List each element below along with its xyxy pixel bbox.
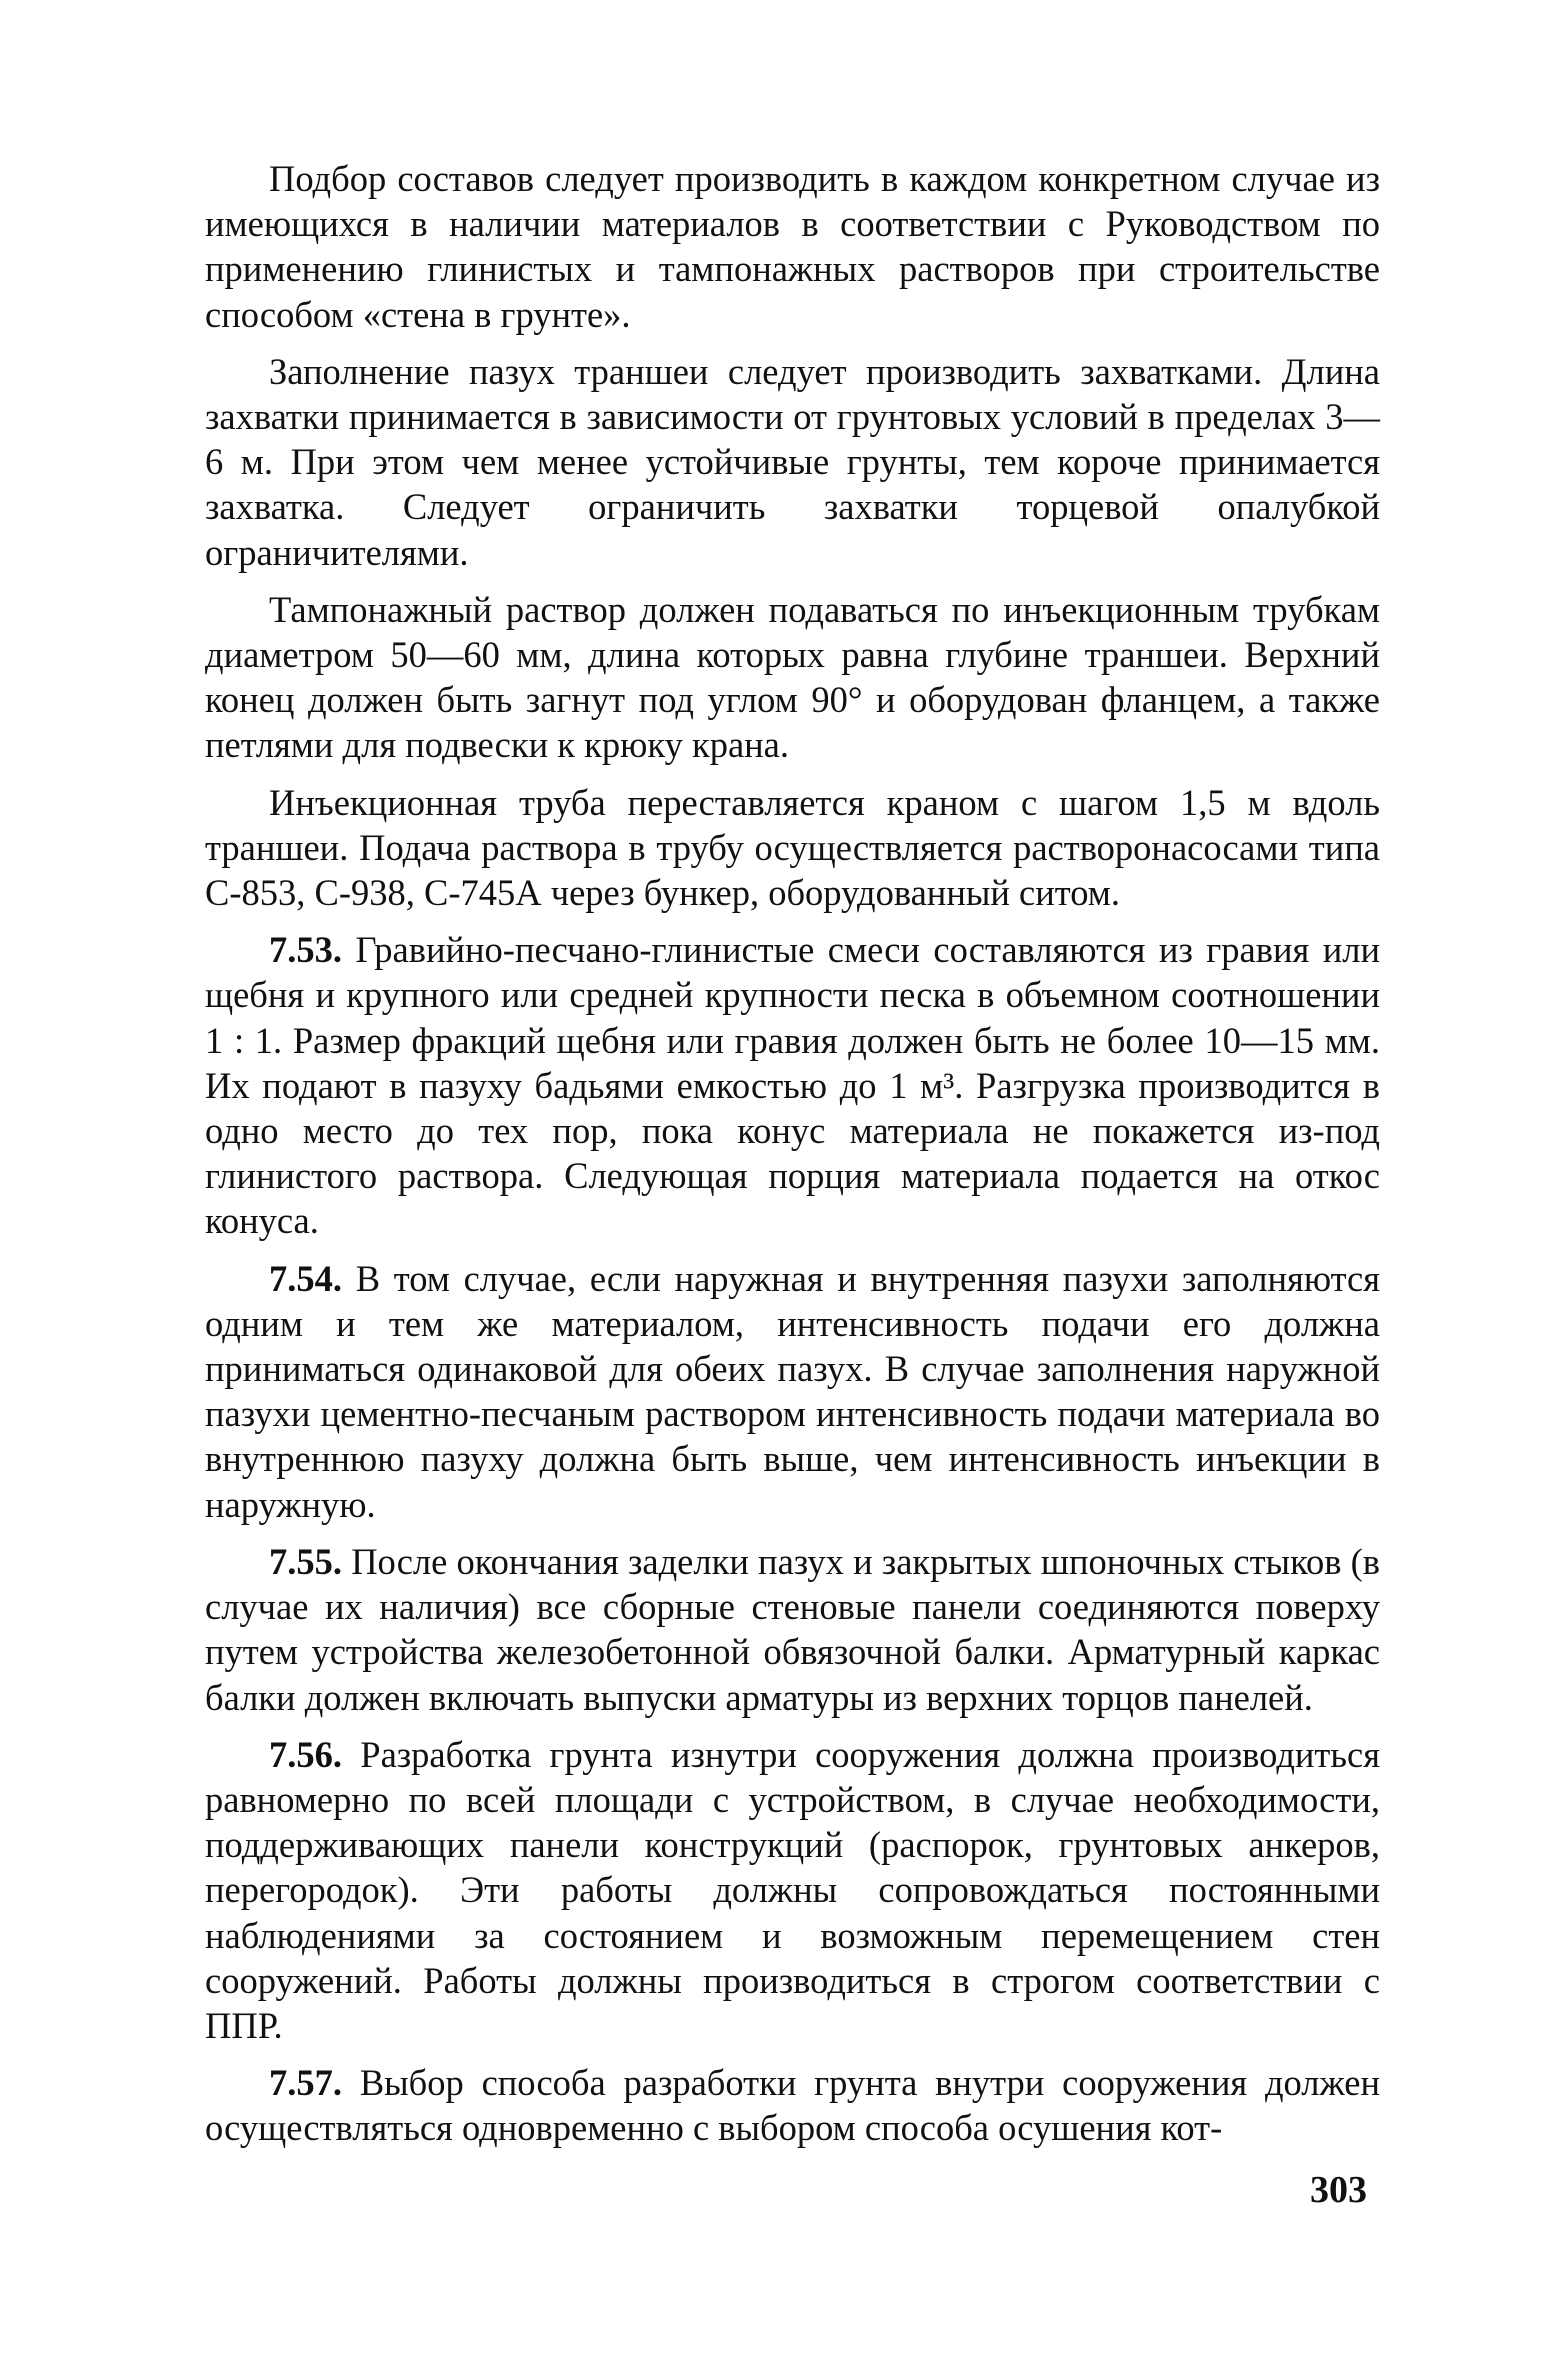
clause-number: 7.56.	[269, 1733, 342, 1775]
clause-number: 7.53.	[269, 929, 342, 971]
paragraph-text: Инъекционная труба переставляется краном с шагом 1,5 м вдоль траншеи. Подача раствора в трубу осуществляется растворонасосами типа С-853, С-938, С-745А через бункер, оборудованный ситом.	[205, 781, 1380, 914]
body-text	[205, 156, 1380, 2163]
paragraph-text: Тампонажный раствор должен подаваться по инъекционным трубкам диаметром 50—60 мм, длина которых равна глубине траншеи. Верхний конец должен быть загнут под углом 90° и оборудован фланцем, а также петлями для подвески к крюку крана.	[205, 588, 1380, 766]
paragraph-text: После окончания заделки пазух и закрытых шпоночных стыков (в случае их наличия) все сборные стеновые панели соединяются поверху путем устройства железобетонной обвязочной балки. Арматурный каркас балки должен включать выпуски арматуры из верхних торцов панелей.	[205, 1540, 1381, 1718]
paragraph-7-57	[205, 2060, 1380, 2150]
page-number: 303	[1310, 2169, 1367, 2211]
paragraph	[205, 587, 1380, 768]
paragraph-text: Разработка грунта изнутри сооружения должна производиться равномерно по всей площади с устройством, в случае необходимости, поддерживающих панели конструкций (распорок, грунтовых анкеров, перегородок). Эти работы должны сопровождаться постоянными наблюдениями за состоянием и возможным перемещением стен сооружений. Работы должны производиться в строгом соответствии с ППР.	[205, 1733, 1381, 2046]
paragraph	[205, 156, 1380, 337]
paragraph-text: Подбор составов следует производить в каждом конкретном случае из имеющихся в наличии материалов в соответствии с Руководством по применению глинистых и тампонажных растворов при строительстве способом «стена в грунте».	[205, 158, 1380, 335]
paragraph-text: Выбор способа разработки грунта внутри сооружения должен осуществляться одновременно с выбором способа осушения кот-	[205, 2062, 1380, 2149]
paragraph	[205, 780, 1380, 916]
clause-number: 7.55.	[269, 1540, 342, 1582]
paragraph-7-55	[205, 1539, 1380, 1720]
clause-number: 7.57.	[269, 2062, 342, 2104]
paragraph-text: В том случае, если наружная и внутренняя пазухи заполняются одним и тем же материалом, интенсивность подачи его должна приниматься одинаковой для обеих пазух. В случае заполнения наружной пазухи цементно-песчаным раствором интенсивность подачи материала во внутреннюю пазуху должна быть выше, чем интенсивность инъекции в наружную.	[205, 1257, 1380, 1525]
paragraph-text: Заполнение пазух траншеи следует производить захватками. Длина захватки принимается в зависимости от грунтовых условий в пределах 3—6 м. При этом чем менее устойчивые грунты, тем короче принимается захватка. Следует ограничить захватки торцевой опалубкой ограничителями.	[205, 350, 1380, 573]
paragraph	[205, 349, 1380, 575]
paragraph-text: Гравийно-песчано-глинистые смеси составляются из гравия или щебня и крупного или средней крупности песка в объемном соотношении 1 : 1. Размер фракций щебня или гравия должен быть не более 10—15 мм. Их подают в пазуху бадьями емкостью до 1 м³. Разгрузка производится в одно место до тех пор, пока конус материала не покажется из-под глинистого раствора. Следующая порция материала подается на откос конуса.	[205, 929, 1381, 1242]
clause-number: 7.54.	[269, 1257, 342, 1299]
paragraph-7-54	[205, 1256, 1380, 1527]
paragraph-7-56	[205, 1732, 1380, 2048]
paragraph-7-53	[205, 927, 1380, 1243]
